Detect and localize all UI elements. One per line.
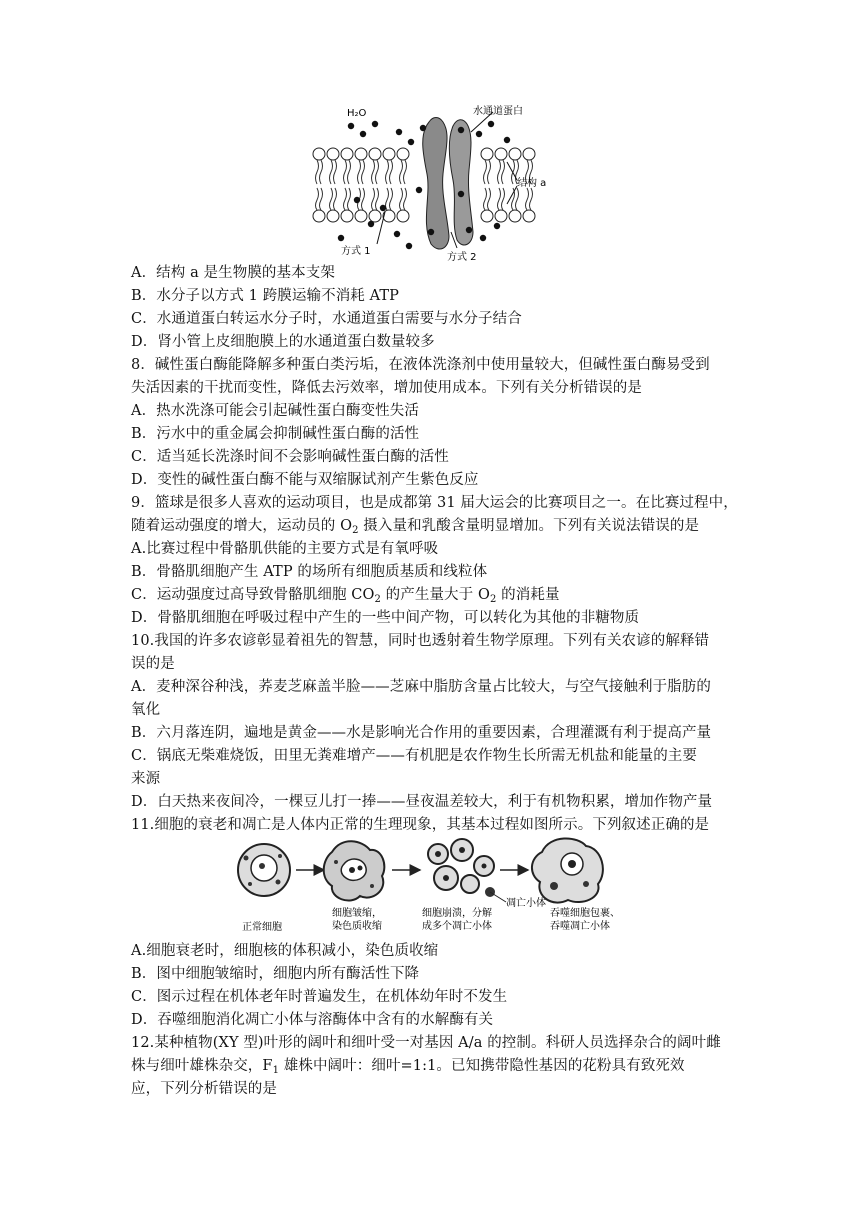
- lipid-tail: [484, 160, 487, 184]
- water-molecule: [494, 223, 500, 229]
- lipid-head: [369, 210, 381, 222]
- lipid-tail: [348, 188, 351, 210]
- water-molecule: [480, 235, 486, 241]
- q9-stem-line2: 随着运动强度的增大，运动员的 $O_2$ 摄入量和乳酸含量明显增加。下列有关说法错误的是: [131, 518, 700, 536]
- aquaporin-label: 水通道蛋白: [473, 106, 523, 117]
- label-fragment-line2: 成多个凋亡小体: [422, 921, 492, 932]
- lipid-tail: [316, 160, 319, 184]
- water-molecule: [380, 205, 386, 211]
- h2o-label: H₂O: [347, 108, 367, 119]
- lipid-tail: [372, 160, 375, 184]
- lipid-head: [327, 148, 339, 160]
- label-normal-cell: 正常细胞: [242, 922, 282, 933]
- water-molecule: [488, 121, 494, 127]
- lipid-tail: [376, 160, 379, 184]
- q7-option-d: D．肾小管上皮细胞膜上的水通道蛋白数量较多: [131, 334, 435, 350]
- q8-option-c: C．适当延长洗涤时间不会影响碱性蛋白酶的活性: [131, 449, 449, 465]
- lipid-head: [383, 148, 395, 160]
- lipid-head: [383, 210, 395, 222]
- q7-option-c: C．水通道蛋白转运水分子时，水通道蛋白需要与水分子结合: [131, 311, 522, 327]
- lipid-head: [495, 210, 507, 222]
- q9-option-a: A.比赛过程中骨骼肌供能的主要方式是有氧呼吸: [131, 541, 439, 557]
- q9-option-c: C．运动强度过高导致骨骼肌细胞 $CO_2$ 的产生量大于 $O_2$ 的消耗量: [131, 587, 560, 605]
- lipid-head: [369, 148, 381, 160]
- q10-option-a: A．麦种深谷种浅，荞麦芝麻盖半脸——芝麻中脂肪含量占比较大，与空气接触利于脂肪的: [131, 679, 711, 695]
- label-phagocyte-line2: 吞噬凋亡小体: [550, 921, 610, 932]
- lipid-tail: [376, 188, 379, 210]
- q9-stem-line1: 9．篮球是很多人喜欢的运动项目，也是成都第 31 届大运会的比赛项目之一。在比赛过程中，: [131, 495, 738, 511]
- q10-option-d: D．白天热来夜间冷，一棵豆儿打一捧——昼夜温差较大，利于有机物积累，增加作物产量: [131, 794, 713, 810]
- water-molecule: [372, 121, 378, 127]
- label-fragment-line1: 细胞崩溃，分解: [422, 908, 492, 919]
- fragmented-cell: [428, 839, 495, 897]
- q10-option-c: C．锅底无柴难烧饭，田里无粪难增产——有机肥是农作物生长所需无机盐和能量的主要: [131, 748, 697, 764]
- lipid-tail: [502, 160, 505, 184]
- water-molecule: [354, 197, 360, 203]
- lipid-tail: [502, 188, 505, 210]
- water-molecule: [428, 229, 434, 235]
- q9-option-d: D．骨骼肌细胞在呼吸过程中产生的一些中间产物，可以转化为其他的非糖物质: [131, 610, 640, 626]
- q9-option-b: B．骨骼肌细胞产生 ATP 的场所有细胞质基质和线粒体: [131, 564, 488, 580]
- lipid-tail: [386, 188, 389, 210]
- q11-option-d: D．吞噬细胞消化凋亡小体与溶酶体中含有的水解酶有关: [131, 1012, 494, 1028]
- q8-option-b: B．污水中的重金属会抑制碱性蛋白酶的活性: [131, 426, 420, 442]
- water-molecule: [394, 231, 400, 237]
- water-molecule: [420, 125, 426, 131]
- lipid-tail: [348, 160, 351, 184]
- lipid-tail: [320, 160, 323, 184]
- lipid-tail: [404, 188, 407, 210]
- shrunk-cell: [324, 841, 385, 900]
- q8-stem-line2: 失活因素的干扰而变性，降低去污效率，增加使用成本。下列有关分析错误的是: [131, 380, 642, 396]
- q11-option-b: B．图中细胞皱缩时，细胞内所有酶活性下降: [131, 966, 420, 982]
- q11-option-a: A.细胞衰老时，细胞核的体积减小，染色质收缩: [131, 943, 439, 959]
- water-molecule: [408, 139, 414, 145]
- q12-stem-line3: 应，下列分析错误的是: [131, 1081, 277, 1097]
- q12-stem-line2: 株与细叶雄株杂交，$F_1$ 雄株中阔叶：细叶=1:1。已知携带隐性基因的花粉具有致死效: [131, 1058, 685, 1076]
- water-molecule: [406, 243, 412, 249]
- lipid-tail: [334, 188, 337, 210]
- lipid-head: [355, 148, 367, 160]
- lipid-tail: [330, 160, 333, 184]
- lipid-tail: [362, 188, 365, 210]
- lipid-tail: [390, 160, 393, 184]
- water-molecule: [348, 123, 354, 129]
- apoptosis-figure: [232, 832, 652, 942]
- water-molecule: [476, 131, 482, 137]
- water-molecule: [504, 137, 510, 143]
- label-phagocyte-line1: 吞噬细胞包裹、: [550, 908, 620, 919]
- label-shrunk-line2: 染色质收缩: [332, 921, 382, 932]
- lipid-tail: [344, 160, 347, 184]
- normal-cell: [238, 844, 290, 896]
- lipid-tail: [400, 160, 403, 184]
- q8-stem-line1: 8．碱性蛋白酶能降解多种蛋白类污垢，在液体洗涤剂中使用量较大，但碱性蛋白酶易受到: [131, 357, 710, 373]
- lipid-head: [327, 210, 339, 222]
- q8-option-d: D．变性的碱性蛋白酶不能与双缩脲试剂产生紫色反应: [131, 472, 479, 488]
- lipid-tail: [530, 188, 533, 210]
- way2-label: 方式 2: [447, 252, 477, 262]
- water-molecule: [368, 221, 374, 227]
- lipid-head: [397, 210, 409, 222]
- lipid-tail: [316, 188, 319, 210]
- lipid-tail: [484, 188, 487, 210]
- q12-stem-line1: 12.某种植物(XY 型)叶形的阔叶和细叶受一对基因 A/a 的控制。科研人员选择杂合的阔叶雌: [131, 1035, 721, 1051]
- membrane-figure: [311, 104, 547, 262]
- lipid-head: [313, 210, 325, 222]
- lipid-tail: [498, 160, 501, 184]
- lipid-tail: [372, 188, 375, 210]
- q10-option-c-cont: 来源: [131, 771, 161, 787]
- q11-option-c: C．图示过程在机体老年时普遍发生，在机体幼年时不发生: [131, 989, 508, 1005]
- lipid-tail: [386, 160, 389, 184]
- q7-option-a: A．结构 a 是生物膜的基本支架: [131, 265, 335, 281]
- lipid-head: [509, 148, 521, 160]
- structure-a-label: 结构 a: [517, 178, 547, 189]
- lipid-tail: [516, 188, 519, 210]
- lipid-tail: [330, 188, 333, 210]
- lipid-head: [523, 148, 535, 160]
- lipid-head: [355, 210, 367, 222]
- lipid-tail: [526, 188, 529, 210]
- water-molecule: [396, 129, 402, 135]
- q10-stem-line1: 10.我国的许多农谚彰显着祖先的智慧，同时也透射着生物学原理。下列有关农谚的解释错: [131, 633, 710, 649]
- lipid-head: [495, 148, 507, 160]
- water-molecule: [416, 187, 422, 193]
- lipid-head: [481, 148, 493, 160]
- water-molecule: [458, 127, 464, 133]
- q11-stem: 11.细胞的衰老和凋亡是人体内正常的生理现象，其基本过程如图所示。下列叙述正确的是: [131, 817, 710, 833]
- water-molecule: [466, 227, 472, 233]
- lipid-tail: [498, 188, 501, 210]
- label-apoptotic-body: 凋亡小体: [506, 898, 546, 909]
- q10-option-a-cont: 氧化: [131, 702, 161, 718]
- q10-stem-line2: 误的是: [131, 656, 175, 672]
- q8-option-a: A．热水洗涤可能会引起碱性蛋白酶变性失活: [131, 403, 419, 419]
- water-molecule: [360, 131, 366, 137]
- lipid-head: [341, 210, 353, 222]
- lipid-head: [523, 210, 535, 222]
- lipid-tail: [358, 160, 361, 184]
- lipid-head: [397, 148, 409, 160]
- q7-option-b: B．水分子以方式 1 跨膜运输不消耗 ATP: [131, 288, 400, 304]
- lipid-tail: [320, 188, 323, 210]
- lipid-tail: [334, 160, 337, 184]
- lipid-tail: [400, 188, 403, 210]
- lipid-head: [313, 148, 325, 160]
- lipid-head: [341, 148, 353, 160]
- label-shrunk-line1: 细胞皱缩，: [332, 908, 382, 919]
- lipid-head: [509, 210, 521, 222]
- water-molecule: [458, 191, 464, 197]
- q10-option-b: B．六月落连阴，遍地是黄金——水是影响光合作用的重要因素，合理灌溉有利于提高产量: [131, 725, 712, 741]
- phagocyte-cell: [532, 838, 603, 902]
- lipid-head: [481, 210, 493, 222]
- way1-label: 方式 1: [341, 246, 371, 257]
- lipid-tail: [344, 188, 347, 210]
- lipid-tail: [488, 188, 491, 210]
- water-molecule: [338, 235, 344, 241]
- lipid-tail: [362, 160, 365, 184]
- lipid-tail: [390, 188, 393, 210]
- lipid-tail: [488, 160, 491, 184]
- lipid-tail: [404, 160, 407, 184]
